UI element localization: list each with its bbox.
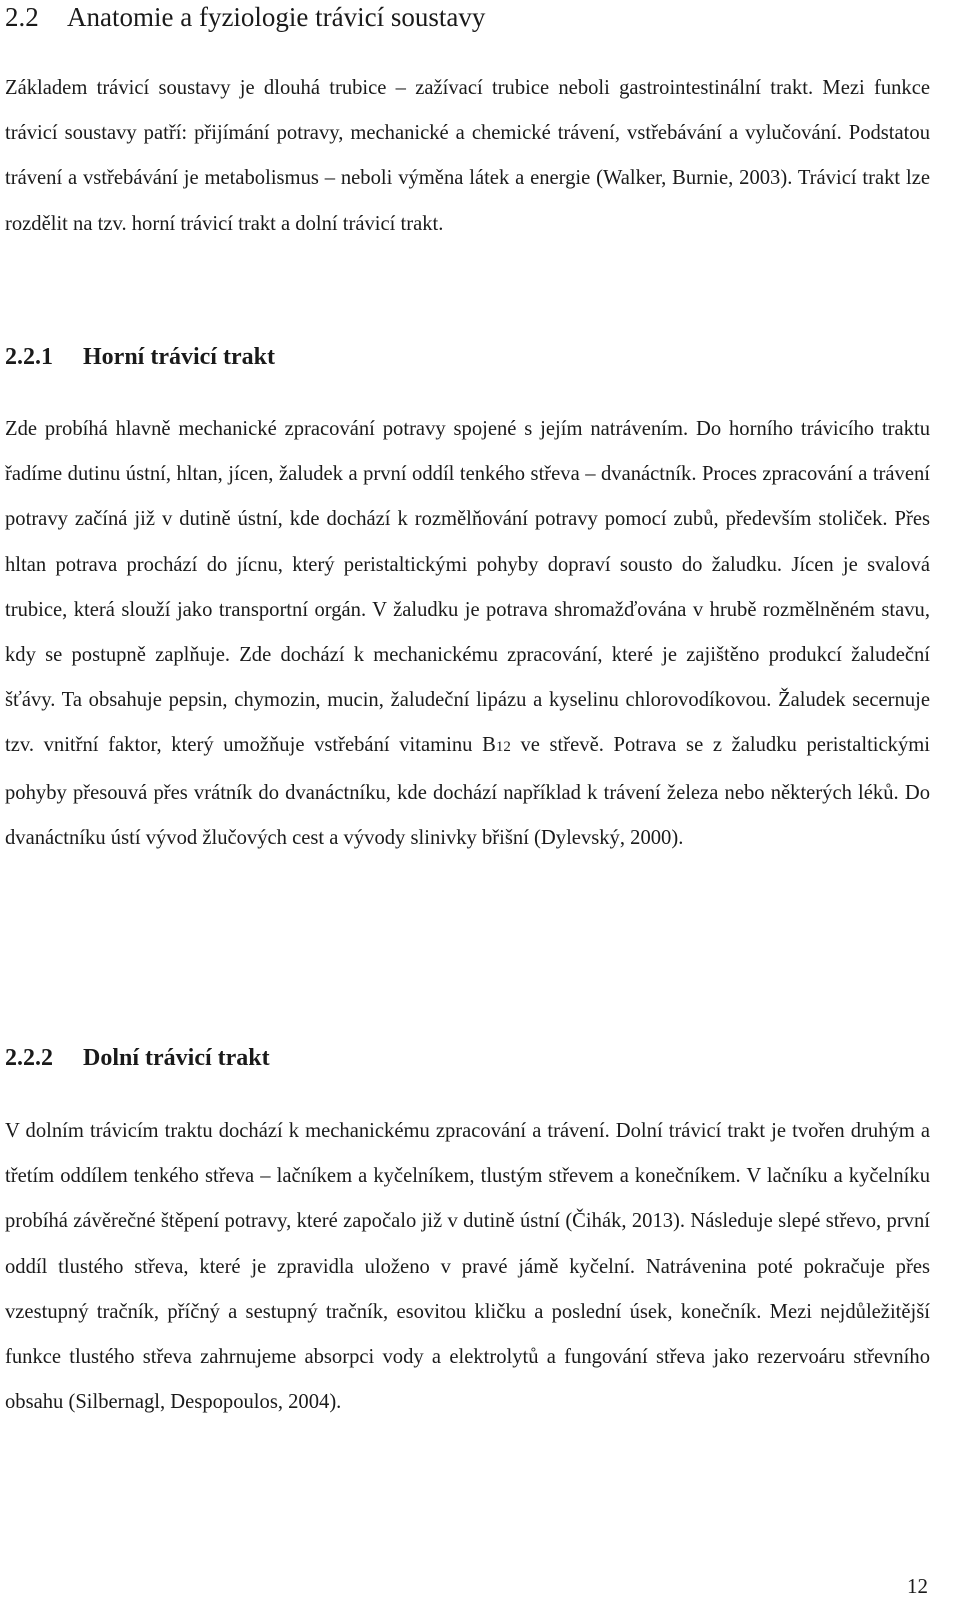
subsection-heading-lower [5,1043,270,1073]
subsection-title-upper: Horní trávicí trakt [83,344,275,370]
subsection-heading-upper [5,342,275,372]
vitamin-subscript: 12 [495,739,511,756]
section-heading [5,0,485,34]
upper-tract-text-part1: Zde probíhá hlavně mechanické zpracování potravy spojené s jejím natrávením. Do horního trávicího traktu řadíme dutinu ústní, hltan, jícen, žaludek a první oddíl tenkého střeva – dvanáctník. Proces zpracování a trávení potravy začíná již v dutině ústní, kde dochází k rozmělňování potravy pomocí zubů, především stoliček. Přes hltan potrava prochází do jícnu, který peristaltickými pohyby dopraví sousto do žaludku. Jícen je svalová trubice, která slouží jako transportní orgán. V žaludku je potrava shromažďována v hrubě rozmělněném stavu, kdy se postupně zaplňuje. Zde dochází k mechanickému zpracování, které je zajištěno produkcí žaludeční šťávy. Ta obsahuje pepsin, chymozin, mucin, žaludeční lipázu a kyselinu chlorovodíkovou. Žaludek secernuje tzv. vnitřní faktor, který umožňuje vstřebání vitaminu B [5,418,930,757]
subsection-title-lower: Dolní trávicí trakt [83,1045,270,1071]
page-number: 12 [907,1574,928,1598]
subsection-number-lower: 2.2.2 [5,1045,53,1071]
section-title: Anatomie a fyziologie trávicí soustavy [67,2,486,32]
subsection-number-upper: 2.2.1 [5,344,53,370]
lower-tract-paragraph: V dolním trávicím traktu dochází k mechanickému zpracování a trávení. Dolní trávicí trakt je tvořen druhým a třetím oddílem tenkého střeva – lačníkem a kyčelníkem, tlustým střevem a konečníkem. V lačníku a kyčelníku probíhá závěrečné štěpení potravy, které započalo již v dutině ústní (Čihák, 2013). Následuje slepé střevo, první oddíl tlustého střeva, které je zpravidla uloženo v pravé jámě kyčelní. Natrávenina poté pokračuje přes vzestupný tračník, příčný a sestupný tračník, esovitou kličku a poslední úsek, konečník. Mezi nejdůležitější funkce tlustého střeva zahrnujeme absorpci vody a elektrolytů a fungování střeva jako rezervoáru střevního obsahu (Silbernagl, Despopoulos, 2004). [5,1120,930,1414]
section-number: 2.2 [5,2,39,32]
upper-tract-paragraph [5,407,930,861]
upper-tract-text-part2: ve střevě. Potrava se z žaludku peristaltickými pohyby přesouvá přes vrátník do dvanáctníku, kde dochází například k trávení železa nebo některých léků. Do dvanáctníku ústí vývod žlučových cest a vývody slinivky břišní (Dylevský, 2000). [5,734,930,849]
section-intro-paragraph: Základem trávicí soustavy je dlouhá trubice – zažívací trubice neboli gastrointestinální trakt. Mezi funkce trávicí soustavy patří: přijímání potravy, mechanické a chemické trávení, vstřebávání a vylučování. Podstatou trávení a vstřebávání je metabolismus – neboli výměna látek a energie (Walker, Burnie, 2003). Trávicí trakt lze rozdělit na tzv. horní trávicí trakt a dolní trávicí trakt. [5,77,930,235]
